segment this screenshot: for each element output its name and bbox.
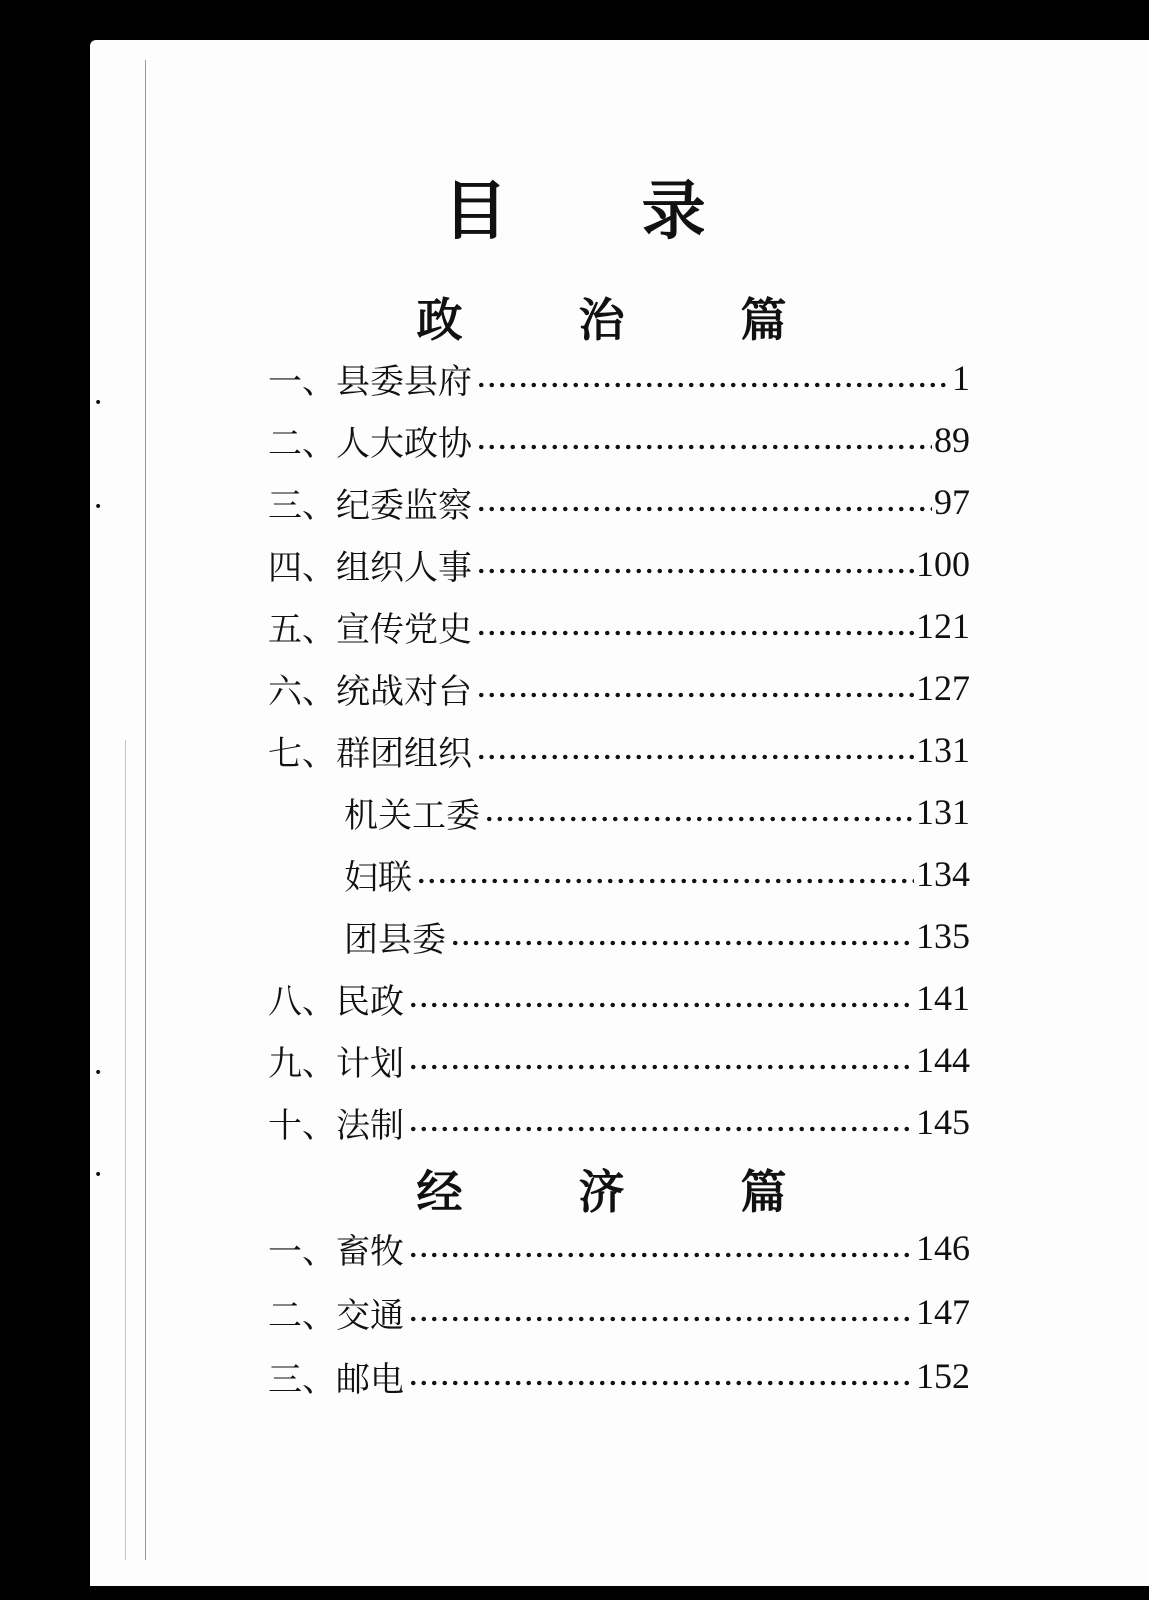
toc-entry-label: 五、宣传党史 xyxy=(268,609,472,650)
toc-entry-label: 一、县委县府 xyxy=(268,361,472,402)
toc-entry-page: 145 xyxy=(916,1102,970,1142)
toc-subentry[interactable] xyxy=(344,852,970,896)
section-heading-politics: 政 治 篇 xyxy=(416,293,837,347)
toc-entry[interactable] xyxy=(268,542,970,586)
dot-leader xyxy=(484,816,914,822)
toc-entry-label: 十、法制 xyxy=(268,1105,404,1146)
dot-leader xyxy=(450,940,914,946)
toc-entry-page: 135 xyxy=(916,916,970,956)
scan-border-bottom xyxy=(0,1586,1149,1600)
toc-entry-label: 八、民政 xyxy=(268,981,404,1022)
toc-entry-label: 六、统战对台 xyxy=(268,671,472,712)
dot-leader xyxy=(476,506,932,512)
dot-leader xyxy=(408,1316,914,1322)
toc-entry-page: 144 xyxy=(916,1040,970,1080)
toc-entry[interactable] xyxy=(268,1290,970,1334)
toc-title: 目 录 xyxy=(443,174,762,249)
dot-leader xyxy=(476,382,950,388)
scan-speck: • xyxy=(94,1167,103,1183)
toc-entry-page: 141 xyxy=(916,978,970,1018)
margin-rule-faint xyxy=(125,740,126,1560)
toc-entry[interactable] xyxy=(268,1038,970,1082)
toc-entry-page: 1 xyxy=(952,358,970,398)
toc-entry-label: 一、畜牧 xyxy=(268,1231,404,1272)
toc-entry-page: 97 xyxy=(934,482,970,522)
toc-entry-page: 121 xyxy=(916,606,970,646)
toc-entry-label: 三、纪委监察 xyxy=(268,485,472,526)
toc-entry[interactable] xyxy=(268,604,970,648)
toc-entry[interactable] xyxy=(268,666,970,710)
scan-speck: • xyxy=(94,499,103,515)
dot-leader xyxy=(408,1252,914,1258)
scan-speck: • xyxy=(94,1065,103,1081)
toc-entry-label: 九、计划 xyxy=(268,1043,404,1084)
toc-entry-page: 131 xyxy=(916,792,970,832)
dot-leader xyxy=(476,568,914,574)
toc-entry[interactable] xyxy=(268,418,970,462)
toc-entry-page: 152 xyxy=(916,1356,970,1396)
toc-entry[interactable] xyxy=(268,480,970,524)
toc-entry-label: 二、人大政协 xyxy=(268,423,472,464)
toc-entry-page: 146 xyxy=(916,1228,970,1268)
toc-entry-label: 团县委 xyxy=(344,919,446,960)
dot-leader xyxy=(408,1002,914,1008)
toc-entry-label: 四、组织人事 xyxy=(268,547,472,588)
toc-entry-page: 134 xyxy=(916,854,970,894)
toc-entry-label: 七、群团组织 xyxy=(268,733,472,774)
toc-entry[interactable] xyxy=(268,976,970,1020)
dot-leader xyxy=(416,878,914,884)
toc-entry-page: 131 xyxy=(916,730,970,770)
dot-leader xyxy=(408,1380,914,1386)
toc-entry[interactable] xyxy=(268,356,970,400)
toc-entry-page: 147 xyxy=(916,1292,970,1332)
dot-leader xyxy=(476,692,914,698)
toc-entry-page: 100 xyxy=(916,544,970,584)
scan-speck: • xyxy=(94,395,103,411)
toc-entry-page: 89 xyxy=(934,420,970,460)
toc-subentry[interactable] xyxy=(344,790,970,834)
dot-leader xyxy=(476,444,932,450)
toc-entry-page: 127 xyxy=(916,668,970,708)
toc-entry[interactable] xyxy=(268,1354,970,1398)
dot-leader xyxy=(476,630,914,636)
toc-entry-label: 二、交通 xyxy=(268,1295,404,1336)
toc-subentry[interactable] xyxy=(344,914,970,958)
dot-leader xyxy=(408,1064,914,1070)
toc-entry-label: 三、邮电 xyxy=(268,1359,404,1400)
dot-leader xyxy=(408,1126,914,1132)
dot-leader xyxy=(476,754,914,760)
toc-entry-label: 机关工委 xyxy=(344,795,480,836)
toc-entry[interactable] xyxy=(268,728,970,772)
toc-entry[interactable] xyxy=(268,1226,970,1270)
toc-entry-label: 妇联 xyxy=(344,857,412,898)
section-heading-economy: 经 济 篇 xyxy=(416,1165,837,1219)
toc-entry[interactable] xyxy=(268,1100,970,1144)
